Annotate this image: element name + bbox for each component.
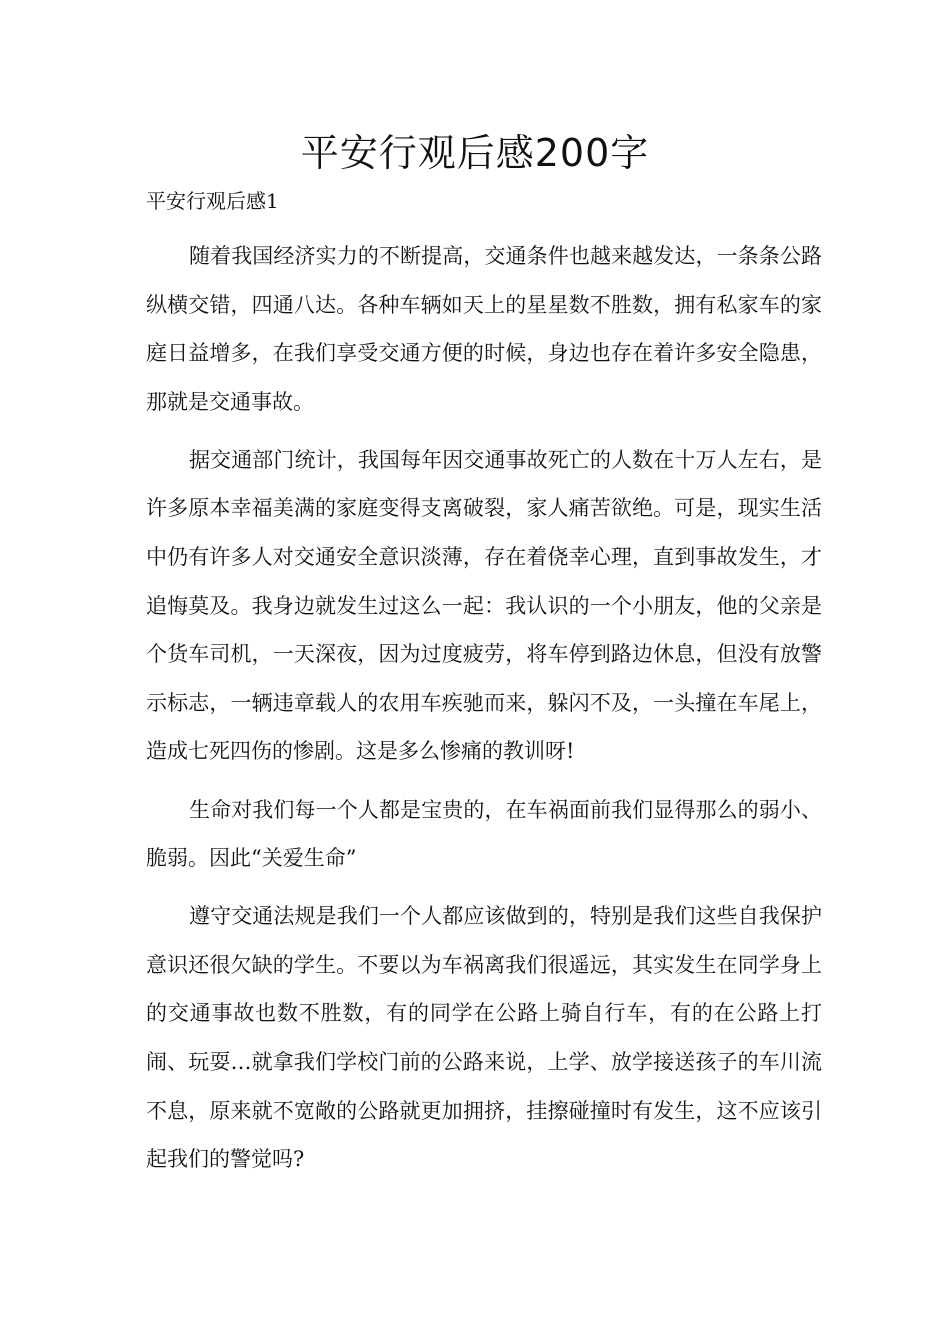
paragraph-4: 遵守交通法规是我们一个人都应该做到的，特别是我们这些自我保护意识还很欠缺的学生。不要以为车祸离我们很遥远，其实发生在同学身上的交通事故也数不胜数，有的同学在公路上骑自行车，有的在公路上打闹、玩耍…就拿我们学校门前的公路来说，上学、放学接送孩子的车川流不息，原来就不宽敞的公路就更加拥挤，挂擦碰撞时有发生，这不应该引起我们的警觉吗? [146,904,822,1172]
document-title: 平安行观后感200字 [300,131,650,175]
paragraph-2: 据交通部门统计，我国每年因交通事故死亡的人数在十万人左右，是许多原本幸福美满的家庭变得支离破裂，家人痛苦欲绝。可是，现实生活中仍有许多人对交通安全意识淡薄，存在着侥幸心理，直到事故发生，才追悔莫及。我身边就发生过这么一起：我认识的一个小朋友，他的父亲是个货车司机，一天深夜，因为过度疲劳，将车停到路边休息，但没有放警示标志，一辆违章载人的农用车疾驰而来，躲闪不及，一头撞在车尾上，造成七死四伤的惨剧。这是多么惨痛的教训呀! [146,447,822,764]
paragraph-3: 生命对我们每一个人都是宝贵的，在车祸面前我们显得那么的弱小、脆弱。因此“关爱生命” [146,797,822,871]
paragraph-1: 随着我国经济实力的不断提高，交通条件也越来越发达，一条条公路纵横交错，四通八达。各种车辆如天上的星星数不胜数，拥有私家车的家庭日益增多，在我们享受交通方便的时候，身边也存在着许多安全隐患，那就是交通事故。 [146,244,822,414]
document-body [146,232,822,1184]
section-heading: 平安行观后感1 [146,189,279,213]
